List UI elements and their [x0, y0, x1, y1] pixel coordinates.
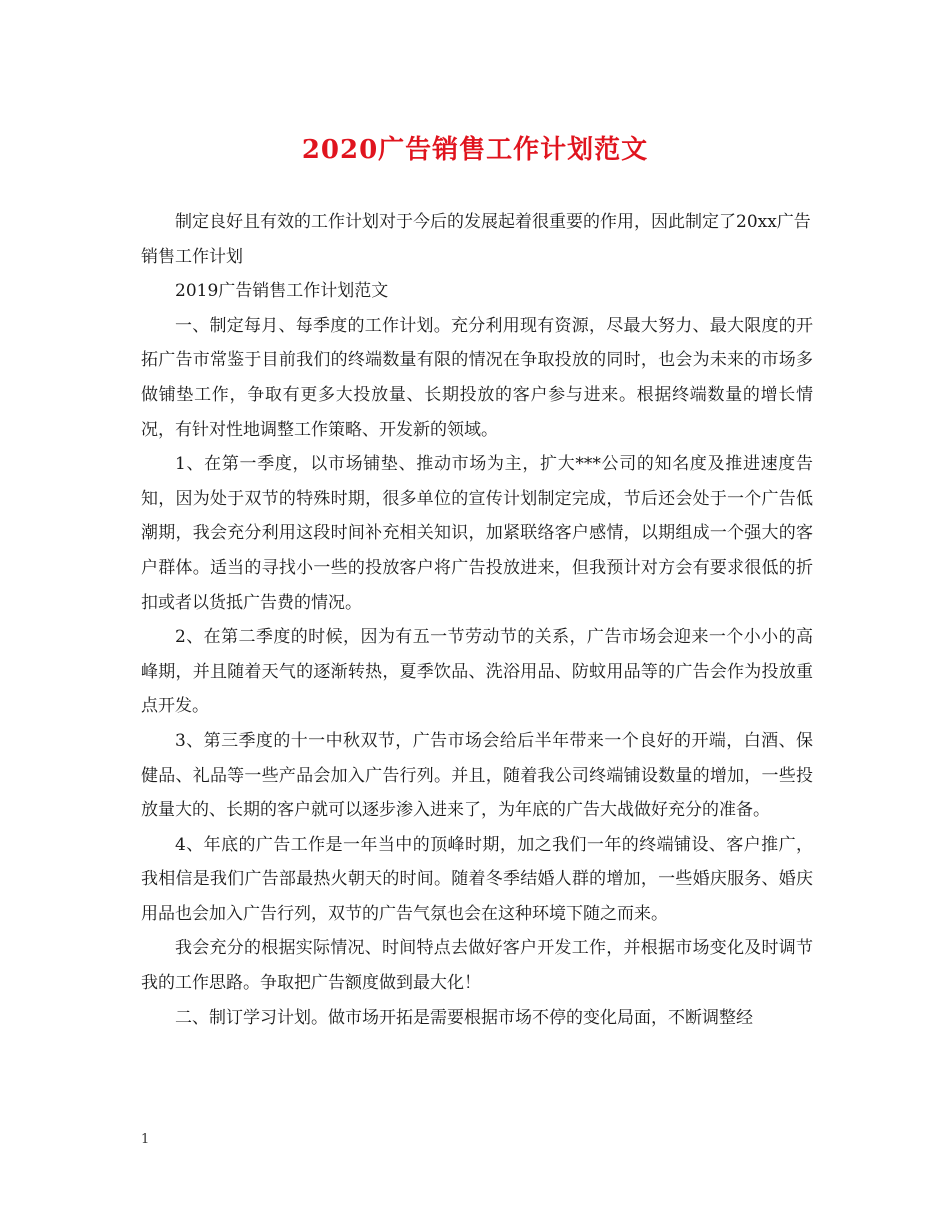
- subtitle-paragraph: 2019广告销售工作计划范文: [175, 281, 389, 302]
- quarter-one-paragraph: 1、在第一季度，以市场铺垫、推动市场为主，扩大***公司的知名度及推进速度告知，因为处于双节的特殊时期，很多单位的宣传计划制定完成，节后还会处于一个广告低潮期，我会充分利用这段时间补充相关知识，加紧联络客户感情，以期组成一个强大的客户群体。适当的寻找小一些的投放客户将广告投放进来，但我预计对方会有要求很低的折扣或者以货抵广告费的情况。: [141, 454, 813, 613]
- page-number: 1: [141, 1132, 150, 1147]
- quarter-four-paragraph: 4、年底的广告工作是一年当中的顶峰时期，加之我们一年的终端铺设、客户推广，我相信是我们广告部最热火朝天的时间。随着冬季结婚人群的增加，一些婚庆服务、婚庆用品也会加入广告行列，双节的广告气氛也会在这种环境下随之而来。: [141, 834, 813, 924]
- summary-paragraph: 我会充分的根据实际情况、时间特点去做好客户开发工作，并根据市场变化及时调节我的工作思路。争取把广告额度做到最大化！: [141, 938, 813, 994]
- section-two-paragraph: 二、制订学习计划。做市场开拓是需要根据市场不停的变化局面，不断调整经: [175, 1007, 753, 1028]
- quarter-two-paragraph: 2、在第二季度的时候，因为有五一节劳动节的关系，广告市场会迎来一个小小的高峰期，并且随着天气的逐渐转热，夏季饮品、洗浴用品、防蚊用品等的广告会作为投放重点开发。: [141, 627, 813, 717]
- document-title: 2020广告销售工作计划范文: [301, 135, 649, 165]
- intro-paragraph: 制定良好且有效的工作计划对于今后的发展起着很重要的作用，因此制定了20xx广告销售工作计划: [141, 212, 811, 267]
- quarter-three-paragraph: 3、第三季度的十一中秋双节，广告市场会给后半年带来一个良好的开端，白酒、保健品、礼品等一些产品会加入广告行列。并且，随着我公司终端铺设数量的增加，一些投放量大的、长期的客户就可以逐步渗入进来了，为年底的广告大战做好充分的准备。: [141, 730, 813, 821]
- section-one-paragraph: 一、制定每月、每季度的工作计划。充分利用现有资源，尽最大努力、最大限度的开拓广告市常鉴于目前我们的终端数量有限的情况在争取投放的同时，也会为未来的市场多做铺垫工作，争取有更多大投放量、长期投放的客户参与进来。根据终端数量的增长情况，有针对性地调整工作策略、开发新的领域。: [141, 315, 813, 440]
- document-body: [141, 205, 813, 1035]
